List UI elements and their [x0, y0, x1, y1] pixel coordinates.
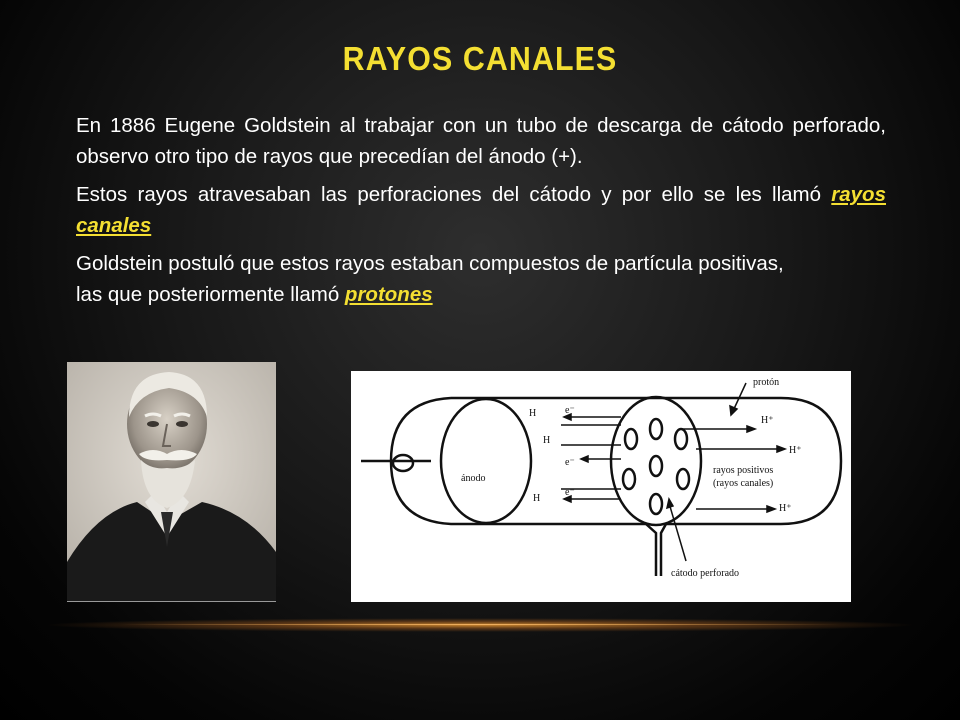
- label-positive-rays: rayos positivos: [713, 465, 774, 476]
- slide-body: [76, 110, 886, 317]
- decorative-glow-line: [120, 624, 840, 625]
- paragraph-3-line-2: las que posteriormente llamó: [76, 283, 340, 306]
- paragraph-1: En 1886 Eugene Goldstein al trabajar con un tubo de descarga de cátodo perforado, observo otro tipo de rayos que precedían del ánodo (+).: [76, 114, 886, 168]
- slide-title: RAYOS CANALES: [342, 40, 618, 77]
- portrait-drawing: [67, 362, 276, 602]
- label-h-plus-1: H⁺: [761, 415, 774, 426]
- label-electron-2: e⁻: [565, 457, 575, 468]
- label-anode: ánodo: [461, 473, 486, 484]
- paragraph-2: [76, 179, 886, 241]
- label-electron-1: e⁻: [565, 405, 575, 416]
- goldstein-portrait-photo: [67, 362, 276, 602]
- paragraph-2-text: Estos rayos atravesaban las perforaciones del cátodo y por ello se les llamó: [76, 183, 822, 206]
- label-perforated-cathode: cátodo perforado: [671, 568, 740, 579]
- decorative-glow: [40, 618, 920, 632]
- label-electron-3: e⁻: [565, 487, 575, 498]
- label-h-plus-2: H⁺: [789, 445, 802, 456]
- paragraph-3: [76, 248, 886, 310]
- label-proton: protón: [753, 377, 780, 388]
- label-h-plus-3: H⁺: [779, 503, 792, 514]
- label-canal-rays: (rayos canales): [713, 478, 774, 489]
- paragraph-3-line-1: Goldstein postuló que estos rayos estaban compuestos de partícula positivas,: [76, 252, 784, 275]
- highlight-rayos-canales: rayos canales: [76, 183, 886, 237]
- label-h-1: H: [529, 408, 537, 419]
- label-h-3: H: [533, 493, 541, 504]
- highlight-protones: protones: [344, 283, 433, 306]
- tube-drawing: [351, 371, 851, 602]
- canal-ray-tube-diagram: [351, 371, 851, 602]
- cathode-holes: [623, 419, 689, 514]
- label-h-2: H: [543, 435, 551, 446]
